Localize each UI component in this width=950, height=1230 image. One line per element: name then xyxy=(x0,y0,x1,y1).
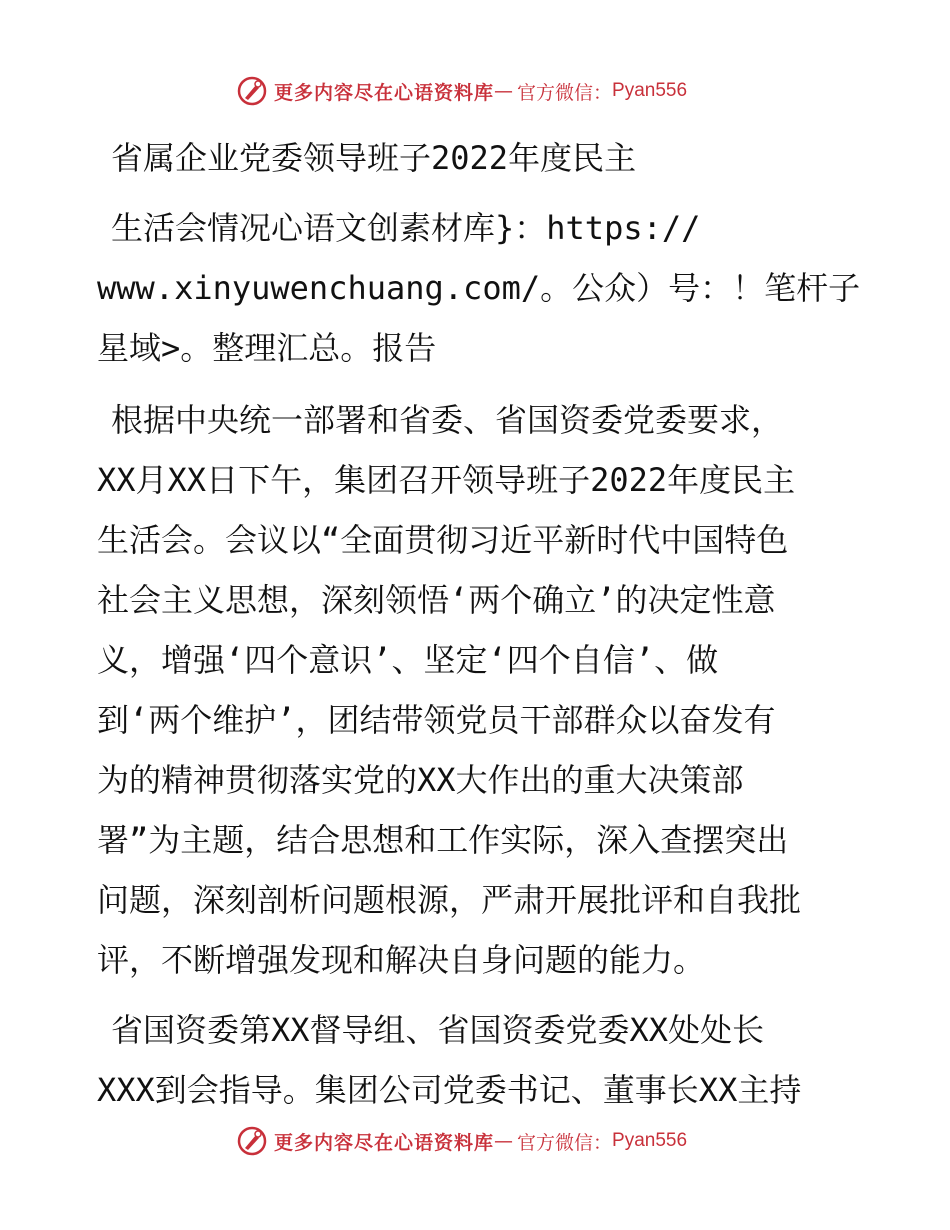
watermark-wechat-label: 官方微信： xyxy=(517,1131,613,1154)
pen-logo-icon xyxy=(236,1125,268,1157)
watermark-wechat-id: Pyan556 xyxy=(612,1130,688,1151)
document-title xyxy=(97,128,861,378)
paragraph-line: XXX到会指导。集团公司党委书记、董事长XX主持 xyxy=(97,1071,802,1109)
watermark-wechat-id: Pyan556 xyxy=(612,80,688,101)
title-line: 星域>。整理汇总。报告 xyxy=(97,329,437,367)
paragraph-line: 义，增强‘四个意识’、坚定‘四个自信’、做 xyxy=(97,641,719,679)
watermark-wechat-label: 官方微信： xyxy=(517,81,613,104)
document-body xyxy=(97,128,861,1120)
paragraph-line: 为的精神贯彻落实党的XX大作出的重大决策部 xyxy=(97,761,744,799)
watermark-text: 更多内容尽在心语资料库 xyxy=(274,81,495,104)
watermark-dash: — xyxy=(494,1130,514,1152)
paragraph-line: 署”为主题，结合思想和工作实际，深入查摆突出 xyxy=(97,821,789,859)
watermark-footer xyxy=(236,1124,756,1158)
paragraph-1 xyxy=(97,390,857,990)
paragraph-line: XX月XX日下午，集团召开领导班子2022年度民主 xyxy=(97,461,796,499)
paragraph-line: 生活会。会议以“全面贯彻习近平新时代中国特色 xyxy=(97,521,789,559)
paragraph-2 xyxy=(97,1000,857,1120)
watermark-text: 更多内容尽在心语资料库 xyxy=(274,1131,495,1154)
paragraph-line: 根据中央统一部署和省委、省国资委党委要求， xyxy=(111,401,784,439)
paragraph-line: 到‘两个维护’，团结带领党员干部群众以奋发有 xyxy=(97,701,776,739)
watermark-header xyxy=(236,74,756,108)
title-line: 生活会情况心语文创素材库}：https:// xyxy=(111,209,701,247)
watermark-dash: — xyxy=(494,80,514,102)
paragraph-line: 评，不断增强发现和解决自身问题的能力。 xyxy=(97,941,706,979)
title-line: www.xinyuwenchuang.com/。公众）号：！笔杆子 xyxy=(97,269,861,307)
title-line: 省属企业党委领导班子2022年度民主 xyxy=(111,139,637,177)
paragraph-line: 问题，深刻剖析问题根源，严肃开展批评和自我批 xyxy=(97,881,802,919)
pen-logo-icon xyxy=(236,75,268,107)
paragraph-line: 社会主义思想，深刻领悟‘两个确立’的决定性意 xyxy=(97,581,776,619)
paragraph-line: 省国资委第XX督导组、省国资委党委XX处处长 xyxy=(111,1011,765,1049)
